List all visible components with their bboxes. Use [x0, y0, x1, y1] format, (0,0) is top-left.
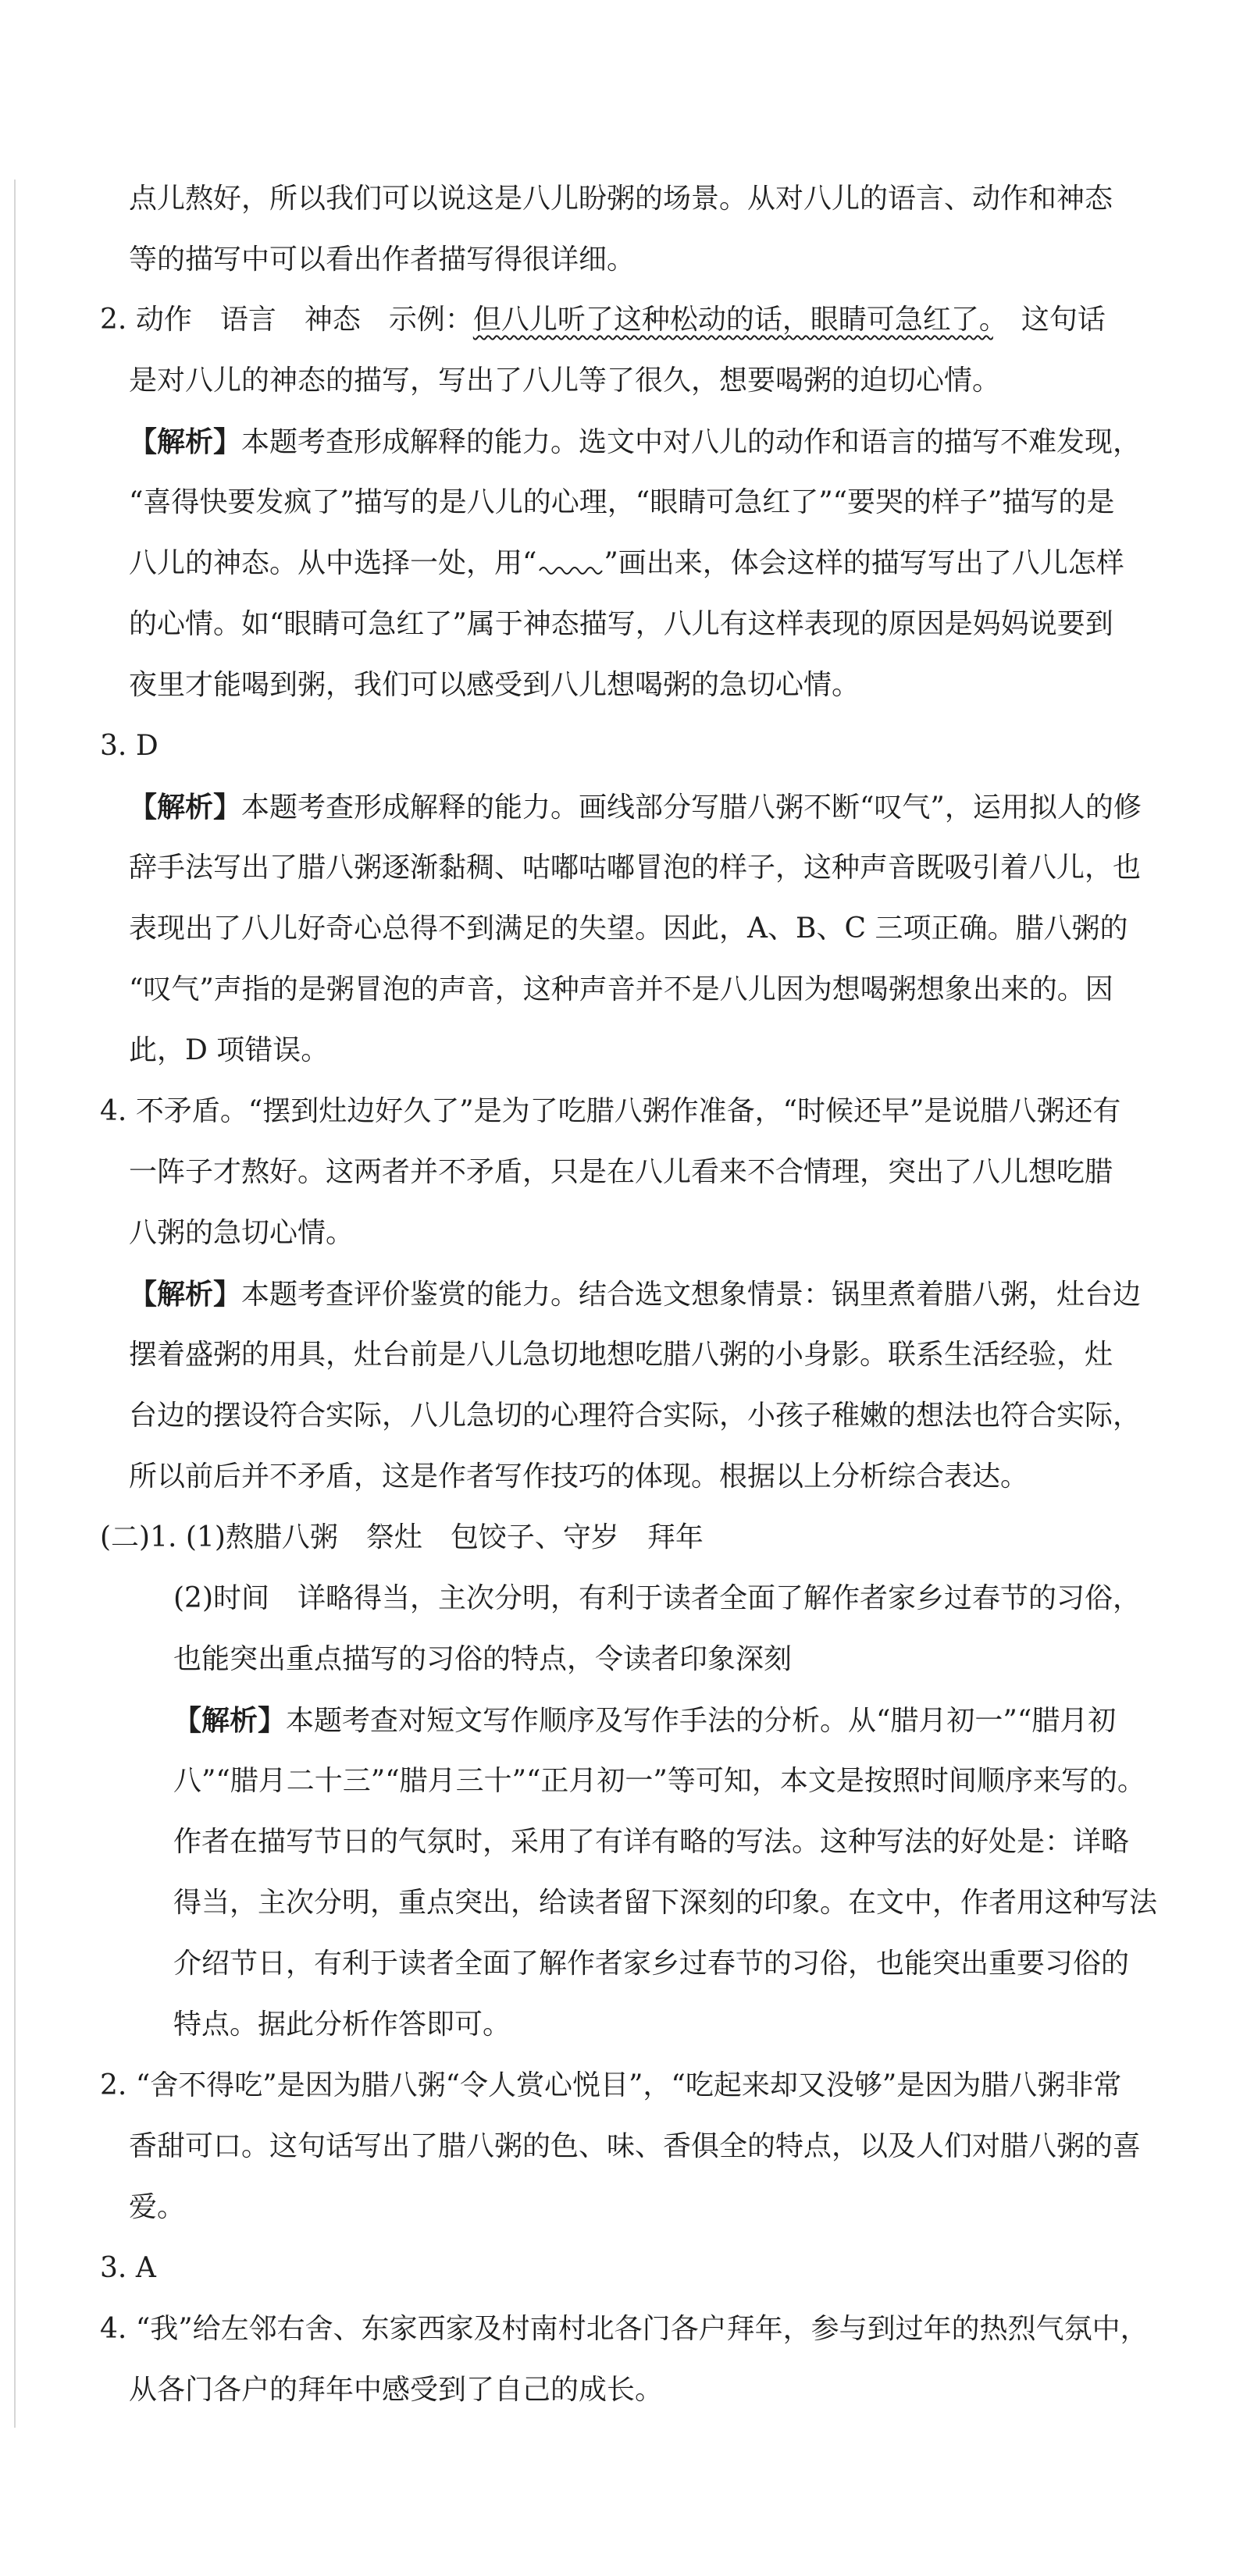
q2-answer-line-2: 是对八儿的神态的描写，写出了八儿等了很久，想要喝粥的迫切心情。: [129, 365, 1001, 397]
p2q4-number: 4.: [100, 2313, 127, 2345]
q2-jiexi-line-4: 的心情。如“眼睛可急红了”属于神态描写，八儿有这样表现的原因是妈妈说要到: [129, 608, 1113, 640]
part2-sub2-line-1: (2)时间 详略得当，主次分明，有利于读者全面了解作者家乡过春节的习俗，: [173, 1582, 1141, 1614]
part2-jiexi-line-5: 介绍节日，有利于读者全面了解作者家乡过春节的习俗，也能突出重要习俗的: [173, 1948, 1130, 1980]
q3-answer: D: [135, 730, 159, 762]
q2-number: 2.: [100, 304, 127, 336]
q1-line-2: 等的描写中可以看出作者描写得很详细。: [129, 244, 636, 276]
part2-jiexi-line-6: 特点。据此分析作答即可。: [173, 2008, 511, 2041]
p2q3-number: 3.: [100, 2252, 127, 2284]
q2-jiexi-line-3: [129, 540, 1124, 587]
q3-jiexi-line-4: “叹气”声指的是粥冒泡的声音，这种声音并不是八儿因为想喝粥想象出来的。因: [129, 973, 1113, 1005]
part2-jiexi-tag: 【解析】: [173, 1704, 287, 1737]
wavy-underline-symbol-icon: [536, 545, 604, 568]
q4-jiexi-line-3: 台边的摆设符合实际，八儿急切的心理符合实际，小孩子稚嫩的想法也符合实际，: [129, 1400, 1142, 1432]
q3-jiexi-text-1: 本题考查形成解释的能力。画线部分写腊八粥不断“叹气”，运用拟人的修: [241, 792, 1142, 824]
q3-number: 3.: [100, 730, 127, 762]
part2-jiexi-text-1: 本题考查对短文写作顺序及写作手法的分析。从“腊月初一”“腊月初: [286, 1705, 1117, 1737]
q3-answer-line: [100, 723, 159, 770]
q1-line-1: 点儿熬好，所以我们可以说这是八儿盼粥的场景。从对八儿的语言、动作和神态: [129, 183, 1113, 215]
q2-jiexi-line-5: 夜里才能喝到粥，我们可以感受到八儿想喝粥的急切心情。: [129, 669, 860, 701]
q2-answer-prefix: 动作 语言 神态 示例：: [135, 304, 473, 336]
p2q2-line-1: [100, 2062, 1121, 2109]
q3-jiexi-line-2: 辞手法写出了腊八粥逐渐黏稠、咕嘟咕嘟冒泡的样子，这种声音既吸引着八儿，也: [129, 852, 1142, 884]
p2q2-line-3: 爱。: [129, 2191, 186, 2223]
part2-heading: (二)1. (1)熬腊八粥 祭灶 包饺子、守岁 拜年: [100, 1521, 704, 1553]
part2-jiexi-line-2: 八”“腊月二十三”“腊月三十”“正月初一”等可知，本文是按照时间顺序来写的。: [173, 1765, 1145, 1797]
p2q2-line-2: 香甜可口。这句话写出了腊八粥的色、味、香俱全的特点，以及人们对腊八粥的喜: [129, 2130, 1142, 2162]
p2q2-number: 2.: [100, 2069, 127, 2101]
q4-jiexi-line-2: 摆着盛粥的用具，灶台前是八儿急切地想吃腊八粥的小身影。联系生活经验，灶: [129, 1339, 1113, 1371]
p2q4-line-2: 从各门各户的拜年中感受到了自己的成长。: [129, 2374, 664, 2406]
q2-answer-suffix: 这句话: [992, 304, 1106, 336]
q3-jiexi-line-1: [129, 784, 1142, 831]
p2q2-text-1: “舍不得吃”是因为腊八粥“令人赏心悦目”，“吃起来却又没够”是因为腊八粥非常: [135, 2069, 1122, 2101]
q3-jiexi-line-3: 表现出了八儿好奇心总得不到满足的失望。因此，A、B、C 三项正确。腊八粥的: [129, 913, 1128, 945]
p2q4-line-1: [100, 2306, 1149, 2353]
part2-jiexi-line-3: 作者在描写节日的气氛时，采用了有详有略的写法。这种写法的好处是：详略: [173, 1826, 1130, 1858]
part2-jiexi-line-1: [173, 1697, 1116, 1744]
q4-answer-line-3: 八粥的急切心情。: [129, 1217, 354, 1249]
q2-jiexi-text-1: 本题考查形成解释的能力。选文中对八儿的动作和语言的描写不难发现，: [241, 426, 1142, 458]
q4-answer-line-1: [100, 1088, 1120, 1135]
p2q4-text-1: “我”给左邻右舍、东家西家及村南村北各门各户拜年，参与到过年的热烈气氛中，: [135, 2313, 1149, 2345]
q4-jiexi-text-1: 本题考查评价鉴赏的能力。结合选文想象情景：锅里煮着腊八粥，灶台边: [241, 1279, 1142, 1311]
p2q3-line: [100, 2245, 156, 2292]
q2-jiexi-line-2: “喜得快要发疯了”描写的是八儿的心理，“眼睛可急红了”“要哭的样子”描写的是: [129, 486, 1115, 518]
q4-answer-line-2: 一阵子才熬好。这两者并不矛盾，只是在八儿看来不合情理，突出了八儿想吃腊: [129, 1156, 1113, 1188]
q3-jiexi-tag: 【解析】: [129, 791, 242, 824]
part2-jiexi-line-4: 得当，主次分明，重点突出，给读者留下深刻的印象。在文中，作者用这种写法: [173, 1887, 1158, 1919]
q4-jiexi-tag: 【解析】: [129, 1278, 242, 1311]
q4-jiexi-line-4: 所以前后并不矛盾，这是作者写作技巧的体现。根据以上分析综合表达。: [129, 1461, 1029, 1493]
q2-jiexi-text-3b: ”画出来，体会这样的描写写出了八儿怎样: [604, 547, 1124, 579]
p2q3-answer: A: [135, 2252, 156, 2284]
q2-jiexi-text-3a: 八儿的神态。从中选择一处，用“: [129, 547, 537, 579]
q4-jiexi-line-1: [129, 1271, 1141, 1318]
q4-number: 4.: [100, 1095, 127, 1127]
q2-jiexi-tag: 【解析】: [129, 425, 242, 458]
q4-answer-text-1: 不矛盾。“摆到灶边好久了”是为了吃腊八粥作准备，“时候还早”是说腊八粥还有: [135, 1095, 1121, 1127]
q2-example-sentence: 但八儿听了这种松动的话，眼睛可急红了。: [472, 304, 993, 336]
q2-answer-line-1: [100, 297, 1106, 343]
q2-jiexi-line-1: [129, 418, 1141, 465]
part2-sub2-line-2: 也能突出重点描写的习俗的特点，令读者印象深刻: [173, 1643, 793, 1675]
q3-jiexi-line-5: 此，D 项错误。: [129, 1034, 330, 1066]
